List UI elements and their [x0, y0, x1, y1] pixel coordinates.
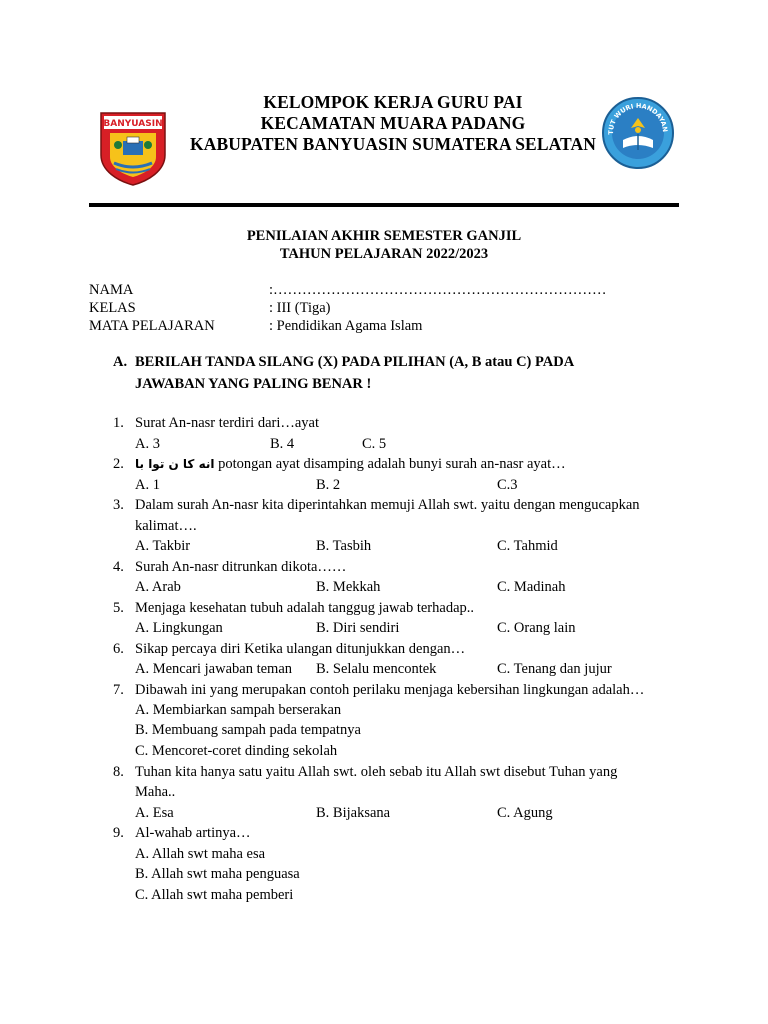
question-number: 1.: [113, 415, 124, 431]
option-b[interactable]: B. Bijaksana: [316, 805, 391, 821]
option-c[interactable]: C.3: [497, 477, 518, 493]
option-a[interactable]: A. 1: [135, 477, 160, 493]
exam-title-line-1: PENILAIAN AKHIR SEMESTER GANJIL: [246, 228, 522, 244]
name-field[interactable]: :……………………………………………………………: [269, 282, 607, 298]
option-a[interactable]: A. Membiarkan sampah berserakan: [135, 702, 342, 718]
question-number: 2.: [113, 456, 124, 472]
exam-title-line-2: TAHUN PELAJARAN 2022/2023: [279, 246, 489, 262]
letterhead-line-1: KELOMPOK KERJA GURU PAI: [263, 92, 523, 112]
question-text: Dibawah ini yang merupakan contoh perilaku menjaga kebersihan lingkungan adalah…: [135, 682, 645, 698]
option-c[interactable]: C. Mencoret-coret dinding sekolah: [135, 743, 338, 759]
logo-left-text: BANYUASIN: [103, 119, 163, 129]
question-text: Al-wahab artinya…: [135, 825, 251, 841]
banyuasin-logo: [98, 111, 168, 187]
letterhead-divider: [89, 203, 679, 207]
option-a[interactable]: A. Takbir: [135, 538, 191, 554]
option-a[interactable]: A. Arab: [135, 579, 181, 595]
option-b[interactable]: B. Selalu mencontek: [316, 661, 437, 677]
question-text: potongan ayat disamping adalah bunyi surah an-nasr ayat…: [218, 456, 566, 472]
identity-row-class: [89, 299, 689, 317]
question-number: 7.: [113, 682, 124, 698]
section-instruction-line-2: JAWABAN YANG PALING BENAR !: [135, 376, 372, 392]
option-b[interactable]: B. Tasbih: [316, 538, 372, 554]
option-c[interactable]: C. Tahmid: [497, 538, 558, 554]
option-c[interactable]: C. Agung: [497, 805, 553, 821]
identity-value: : III (Tiga): [269, 300, 331, 316]
question-number: 4.: [113, 559, 124, 575]
option-b[interactable]: B. Allah swt maha penguasa: [135, 866, 300, 882]
question-text: Surat An-nasr terdiri dari…ayat: [135, 415, 320, 431]
question-number: 9.: [113, 825, 124, 841]
letterhead-line-2: KECAMATAN MUARA PADANG: [260, 113, 526, 133]
option-a[interactable]: A. 3: [135, 436, 160, 452]
question-text: Dalam surah An-nasr kita diperintahkan memuji Allah swt. yaitu dengan mengucapkan: [135, 497, 640, 513]
option-a[interactable]: A. Mencari jawaban teman: [135, 661, 293, 677]
question-number: 8.: [113, 764, 124, 780]
question-text: Tuhan kita hanya satu yaitu Allah swt. oleh sebab itu Allah swt disebut Tuhan yang: [135, 764, 618, 780]
identity-row-name: [89, 281, 689, 299]
question-text: Surah An-nasr ditrunkan dikota……: [135, 559, 347, 575]
identity-value: : Pendidikan Agama Islam: [269, 318, 423, 334]
section-instruction-line-1: BERILAH TANDA SILANG (X) PADA PILIHAN (A, B atau C) PADA: [135, 354, 575, 370]
question-text: Maha..: [135, 784, 176, 800]
identity-label: KELAS: [89, 300, 136, 316]
question-line: [135, 454, 566, 474]
option-c[interactable]: C. 5: [362, 436, 387, 452]
student-identity: [89, 281, 689, 335]
question-text: Sikap percaya diri Ketika ulangan ditunjukkan dengan…: [135, 641, 466, 657]
option-a[interactable]: A. Esa: [135, 805, 174, 821]
option-c[interactable]: C. Madinah: [497, 579, 566, 595]
section-letter: A.: [113, 354, 128, 370]
exam-title: [89, 227, 679, 263]
identity-label: NAMA: [89, 282, 134, 298]
identity-label: MATA PELAJARAN: [89, 318, 215, 334]
arabic-verse: انه كا ن توا با: [135, 457, 215, 471]
option-c[interactable]: C. Tenang dan jujur: [497, 661, 612, 677]
question-number: 6.: [113, 641, 124, 657]
option-b[interactable]: B. 2: [316, 477, 341, 493]
option-c[interactable]: C. Allah swt maha pemberi: [135, 887, 294, 903]
option-a[interactable]: A. Allah swt maha esa: [135, 846, 266, 862]
question-number: 3.: [113, 497, 124, 513]
identity-row-subject: [89, 317, 689, 335]
question-text: Menjaga kesehatan tubuh adalah tanggug jawab terhadap..: [135, 600, 475, 616]
question-text: kalimat….: [135, 518, 197, 534]
letterhead: [170, 92, 616, 155]
question-number: 5.: [113, 600, 124, 616]
logo-right-text: TUT WURI HANDAYAN: [606, 101, 670, 135]
section-a-heading: [113, 351, 673, 395]
option-b[interactable]: B. Membuang sampah pada tempatnya: [135, 722, 361, 738]
option-b[interactable]: B. Diri sendiri: [316, 620, 400, 636]
option-c[interactable]: C. Orang lain: [497, 620, 576, 636]
letterhead-line-3: KABUPATEN BANYUASIN SUMATERA SELATAN: [190, 134, 596, 154]
option-b[interactable]: B. Mekkah: [316, 579, 381, 595]
option-b[interactable]: B. 4: [270, 436, 295, 452]
option-a[interactable]: A. Lingkungan: [135, 620, 223, 636]
